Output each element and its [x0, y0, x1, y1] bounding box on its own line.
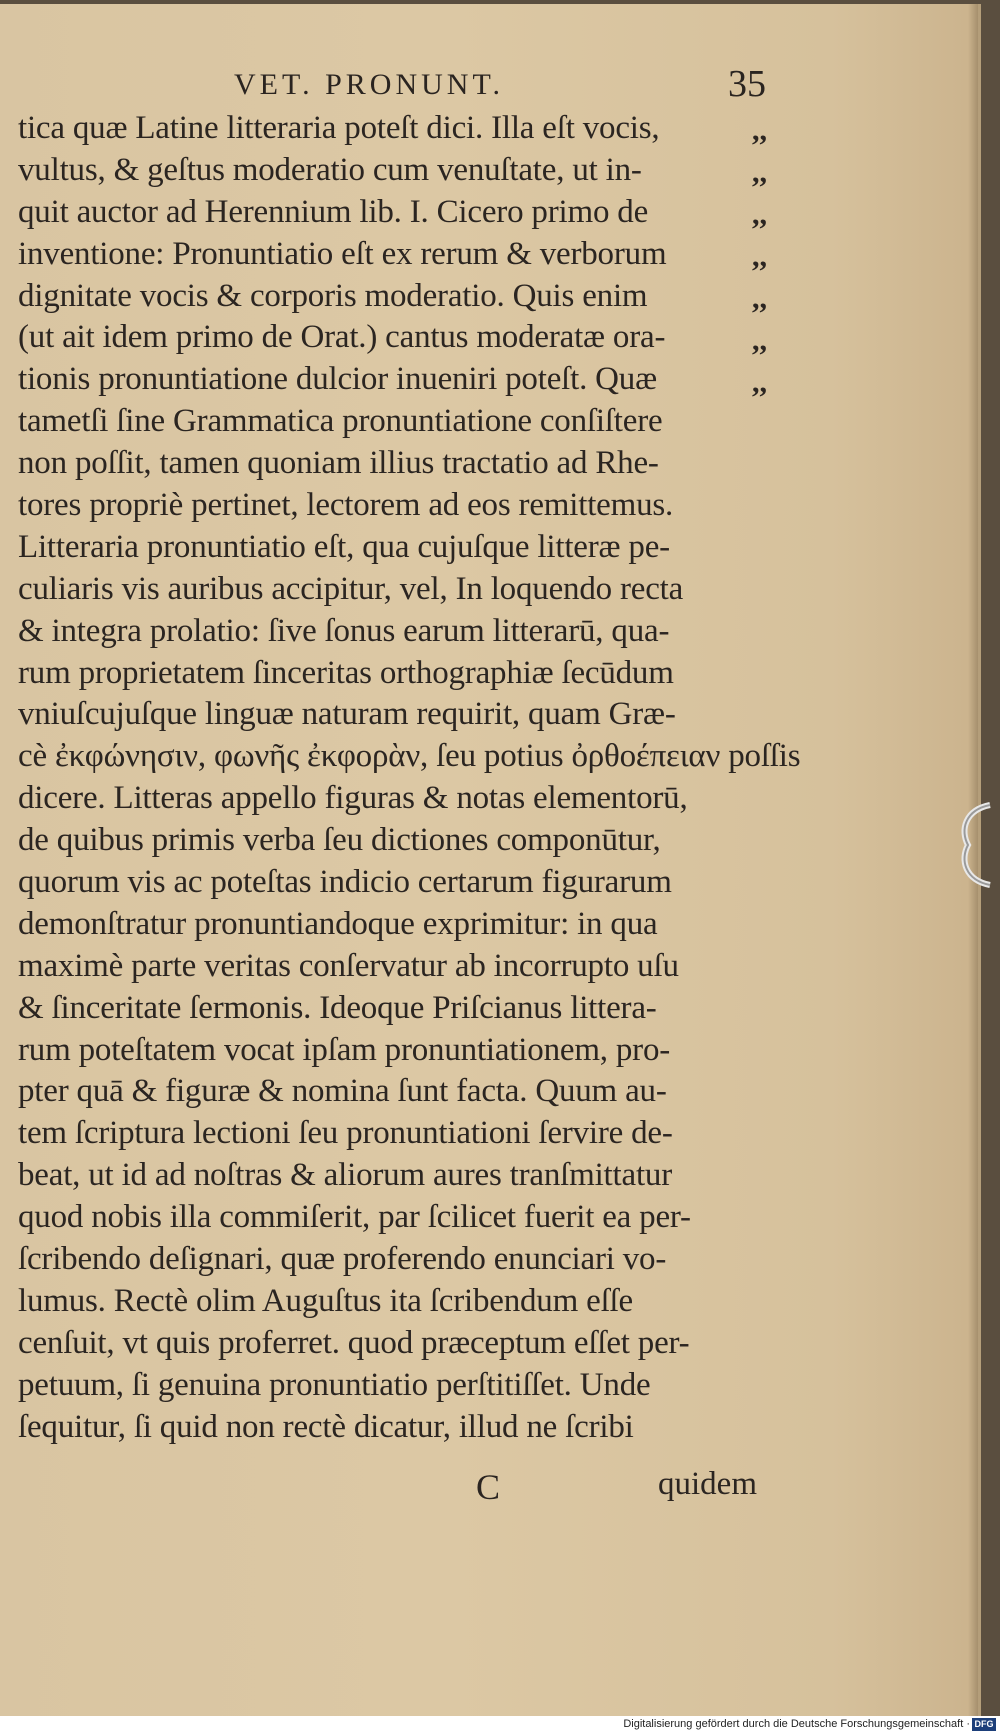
margin-quote-mark: ,, — [752, 114, 767, 147]
margin-quote-mark: ,, — [752, 198, 767, 231]
text-line: Litteraria pronuntiatio eſt, qua cujuſque litteræ pe- — [18, 528, 670, 565]
text-line: quod nobis illa commiſerit, par ſcilicet fuerit ea per- — [18, 1199, 691, 1236]
text-line: tores propriè pertinet, lectorem ad eos remittemus. — [18, 487, 674, 524]
text-line: quit auctor ad Herennium lib. I. Cicero primo de — [18, 193, 649, 230]
text-line: ſequitur, ſi quid non rectè dicatur, illud ne ſcribi — [18, 1408, 634, 1445]
margin-quote-mark: ,, — [752, 240, 767, 273]
running-head — [0, 63, 978, 108]
body-text — [18, 108, 818, 1449]
text-line: dicere. Litteras appello figuras & notas elementorū, — [18, 780, 688, 817]
text-line: tem ſcriptura lectioni ſeu pronuntiationi ſervire de- — [18, 1115, 673, 1152]
text-line: pter quā & figuræ & nomina ſunt facta. Quum au- — [18, 1073, 667, 1110]
text-line: dignitate vocis & corporis moderatio. Quis enim — [18, 277, 648, 314]
margin-quote-mark: ,, — [752, 324, 767, 357]
text-line: tametſi ſine Grammatica pronuntiatione conſiſtere — [18, 403, 663, 440]
text-line: non poſſit, tamen quoniam illius tractatio ad Rhe- — [18, 445, 659, 482]
text-line: cenſuit, vt quis proferret. quod præceptum eſſet per- — [18, 1324, 690, 1361]
digitization-credit: Digitalisierung gefördert durch die Deutsche Forschungsgemeinschaft · — [623, 1718, 970, 1730]
page-number: 35 — [728, 63, 766, 105]
margin-quote-mark: ,, — [752, 282, 767, 315]
text-line: ſcribendo deſignari, quæ proferendo enunciari vo- — [18, 1241, 667, 1278]
text-line: tionis pronuntiatione dulcior inueniri poteſt. Quæ — [18, 361, 657, 398]
text-line: vniuſcujuſque linguæ naturam requirit, quam Græ- — [18, 696, 676, 733]
text-line: lumus. Rectè olim Auguſtus ita ſcribendum eſſe — [18, 1282, 633, 1319]
book-page — [0, 4, 981, 1716]
margin-quote-mark: ,, — [752, 366, 767, 399]
text-line: culiaris vis auribus accipitur, vel, In loquendo recta — [18, 570, 684, 607]
text-line: rum poteſtatem vocat ipſam pronuntiationem, pro- — [18, 1031, 671, 1068]
text-line: maximè parte veritas conſervatur ab incorrupto uſu — [18, 947, 679, 984]
margin-quote-mark: ,, — [752, 156, 767, 189]
text-line: petuum, ſi genuina pronuntiatio perſtitiſſet. Unde — [18, 1366, 651, 1403]
text-line: & integra prolatio: ſive ſonus earum litterarū, qua- — [18, 612, 670, 649]
dfg-logo: DFG — [972, 1718, 996, 1731]
text-line: inventione: Pronuntiatio eſt ex rerum & verborum — [18, 235, 667, 272]
page-clip-icon — [960, 800, 1000, 890]
text-line: cè ἐκφώνησιν, φωνῆς ἐκφορὰν, ſeu potius ὀρθοέπειαν poſſis — [18, 738, 801, 775]
running-title: VET. PRONUNT. — [234, 68, 505, 101]
catchword: quidem — [658, 1466, 757, 1502]
text-line: demonſtratur pronuntiandoque exprimitur: in qua — [18, 905, 658, 942]
signature-mark: C — [476, 1467, 501, 1507]
text-line: quorum vis ac poteſtas indicio certarum figurarum — [18, 864, 672, 901]
text-line: & ſinceritate ſermonis. Ideoque Priſcianus littera- — [18, 989, 657, 1026]
text-line: (ut ait idem primo de Orat.) cantus moderatæ ora- — [18, 319, 666, 356]
text-line: vultus, & geſtus moderatio cum venuſtate, ut in- — [18, 151, 642, 188]
text-line: tica quæ Latine litteraria poteſt dici. Illa eſt vocis, — [18, 110, 660, 146]
text-line: rum proprietatem ſinceritas orthographiæ ſecūdum — [18, 654, 674, 691]
text-line: beat, ut id ad noſtras & aliorum aures tranſmittatur — [18, 1157, 672, 1194]
text-line: de quibus primis verba ſeu dictiones componūtur, — [18, 822, 661, 859]
